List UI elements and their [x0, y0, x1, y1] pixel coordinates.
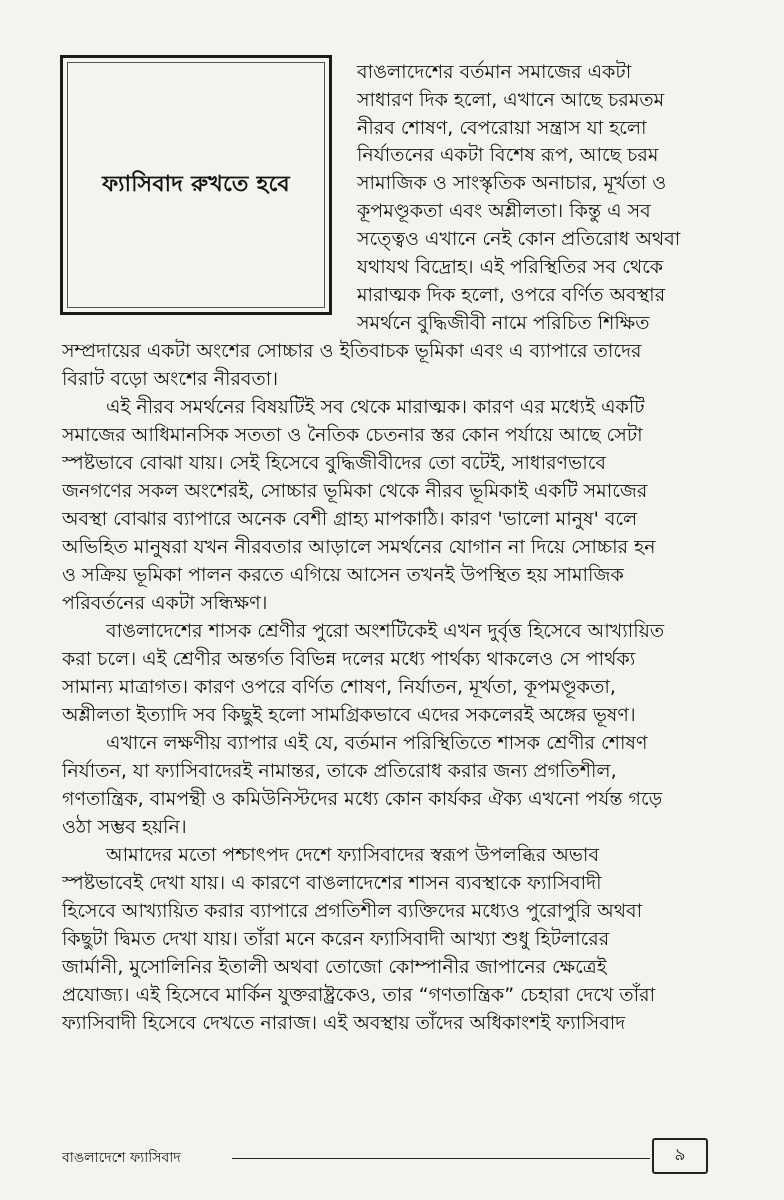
text-line: নির্যাতনের একটা বিশেষ রূপ, আছে চরম — [357, 144, 659, 166]
footer-book-title: বাঙলাদেশে ফ্যাসিবাদ — [62, 1150, 181, 1166]
text-line: সামান্য মাত্রাগত। কারণ ওপরে বর্ণিত শোষণ, নির্যাতন, মূর্খতা, কূপমণ্ডূকতা, — [62, 676, 616, 698]
footer-rule — [232, 1158, 650, 1159]
text-line: সত্ত্বেও এখানে নেই কোন প্রতিরোধ অথবা — [357, 228, 681, 250]
text-line: সম্প্রদায়ের একটা অংশের সোচ্চার ও ইতিবাচক ভূমিকা এবং এ ব্যাপারে তাদের — [62, 340, 642, 362]
text-line: অবস্থা বোঝার ব্যাপারে অনেক বেশী গ্রাহ্য মাপকাঠি। কারণ 'ভালো মানুষ' বলে — [62, 508, 638, 530]
text-line: যথাযথ বিদ্রোহ। এই পরিস্থিতির সব থেকে — [357, 256, 664, 278]
text-line: এই নীরব সমর্থনের বিষয়টিই সব থেকে মারাত্মক। কারণ এর মধ্যেই একটি — [106, 396, 645, 418]
page-number-box — [652, 1138, 708, 1174]
chapter-title: ফ্যাসিবাদ রুখতে হবে — [102, 171, 290, 197]
text-line: প্রযোজ্য। এই হিসেবে মার্কিন যুক্তরাষ্ট্রকেও, তার “গণতান্ত্রিক” চেহারা দেখে তাঁরা — [62, 984, 656, 1006]
text-line: মারাত্মক দিক হলো, ওপরে বর্ণিত অবস্থার — [357, 284, 666, 306]
text-line: বিরাট বড়ো অংশের নীরবতা। — [62, 368, 279, 390]
text-line: সাধারণ দিক হলো, এখানে আছে চরমতম — [357, 89, 665, 111]
text-line: এখানে লক্ষণীয় ব্যাপার এই যে, বর্তমান পরিস্থিতিতে শাসক শ্রেণীর শোষণ — [106, 732, 648, 754]
text-line: পরিবর্তনের একটা সন্ধিক্ষণ। — [62, 592, 268, 614]
text-line: জার্মানী, মুসোলিনির ইতালী অথবা তোজো কোম্পানীর জাপানের ক্ষেত্রেই — [62, 956, 607, 978]
text-line: বাঙলাদেশের বর্তমান সমাজের একটা — [357, 61, 632, 83]
text-line: আমাদের মতো পশ্চাৎপদ দেশে ফ্যাসিবাদের স্বরূপ উপলব্ধির অভাব — [106, 844, 600, 866]
text-line: নির্যাতন, যা ফ্যাসিবাদেরই নামান্তর, তাকে প্রতিরোধ করার জন্য প্রগতিশীল, — [62, 760, 617, 782]
text-line: স্পষ্টভাবেই দেখা যায়। এ কারণে বাঙলাদেশের শাসন ব্যবস্থাকে ফ্যাসিবাদী — [62, 872, 602, 894]
text-line: অশ্লীলতা ইত্যাদি সব কিছুই হলো সামগ্রিকভাবে এদের সকলেরই অঙ্গের ভূষণ। — [62, 704, 636, 726]
text-line: হিসেবে আখ্যায়িত করার ব্যাপারে প্রগতিশীল ব্যক্তিদের মধ্যেও পুরোপুরি অথবা — [62, 900, 643, 922]
text-line: অভিহিত মানুষরা যখন নীরবতার আড়ালে সমর্থনের যোগান না দিয়ে সোচ্চার হন — [62, 536, 656, 558]
text-line: ফ্যাসিবাদী হিসেবে দেখতে নারাজ। এই অবস্থায় তাঁদের অধিকাংশই ফ্যাসিবাদ — [62, 1012, 626, 1034]
text-line: জনগণের সকল অংশেরই, সোচ্চার ভূমিকা থেকে নীরব ভূমিকাই একটি সমাজের — [62, 480, 648, 502]
text-line: করা চলে। এই শ্রেণীর অন্তর্গত বিভিন্ন দলের মধ্যে পার্থক্য থাকলেও সে পার্থক্য — [62, 648, 636, 670]
page-number: ৯ — [674, 1145, 686, 1165]
text-line: সামাজিক ও সাংস্কৃতিক অনাচার, মূর্খতা ও — [357, 172, 667, 194]
text-line: বাঙলাদেশের শাসক শ্রেণীর পুরো অংশটিকেই এখন দুর্বৃত্ত হিসেবে আখ্যায়িত — [106, 620, 665, 642]
text-line: কিছুটা দ্বিমত দেখা যায়। তাঁরা মনে করেন ফ্যাসিবাদী আখ্যা শুধু হিটলারের — [62, 928, 610, 950]
text-line: কূপমণ্ডূকতা এবং অশ্লীলতা। কিন্তু এ সব — [357, 200, 651, 222]
text-line: ও সক্রিয় ভূমিকা পালন করতে এগিয়ে আসেন তখনই উপস্থিত হয় সামাজিক — [62, 564, 624, 586]
text-line: গণতান্ত্রিক, বামপন্থী ও কমিউনিস্টদের মধ্যে কোন কার্যকর ঐক্য এখনো পর্যন্ত গড়ে — [62, 788, 663, 810]
title-box — [60, 55, 332, 315]
text-line: ওঠা সম্ভব হয়নি। — [62, 816, 187, 838]
text-line: স্পষ্টভাবে বোঝা যায়। সেই হিসেবে বুদ্ধিজীবীদের তো বটেই, সাধারণভাবে — [62, 452, 606, 474]
text-line: সমাজের আধিমানসিক সততা ও নৈতিক চেতনার স্তর কোন পর্যায়ে আছে সেটা — [62, 424, 643, 446]
text-line: নীরব শোষণ, বেপরোয়া সন্ত্রাস যা হলো — [357, 117, 647, 139]
text-line: সমর্থনে বুদ্ধিজীবী নামে পরিচিত শিক্ষিত — [357, 312, 650, 334]
